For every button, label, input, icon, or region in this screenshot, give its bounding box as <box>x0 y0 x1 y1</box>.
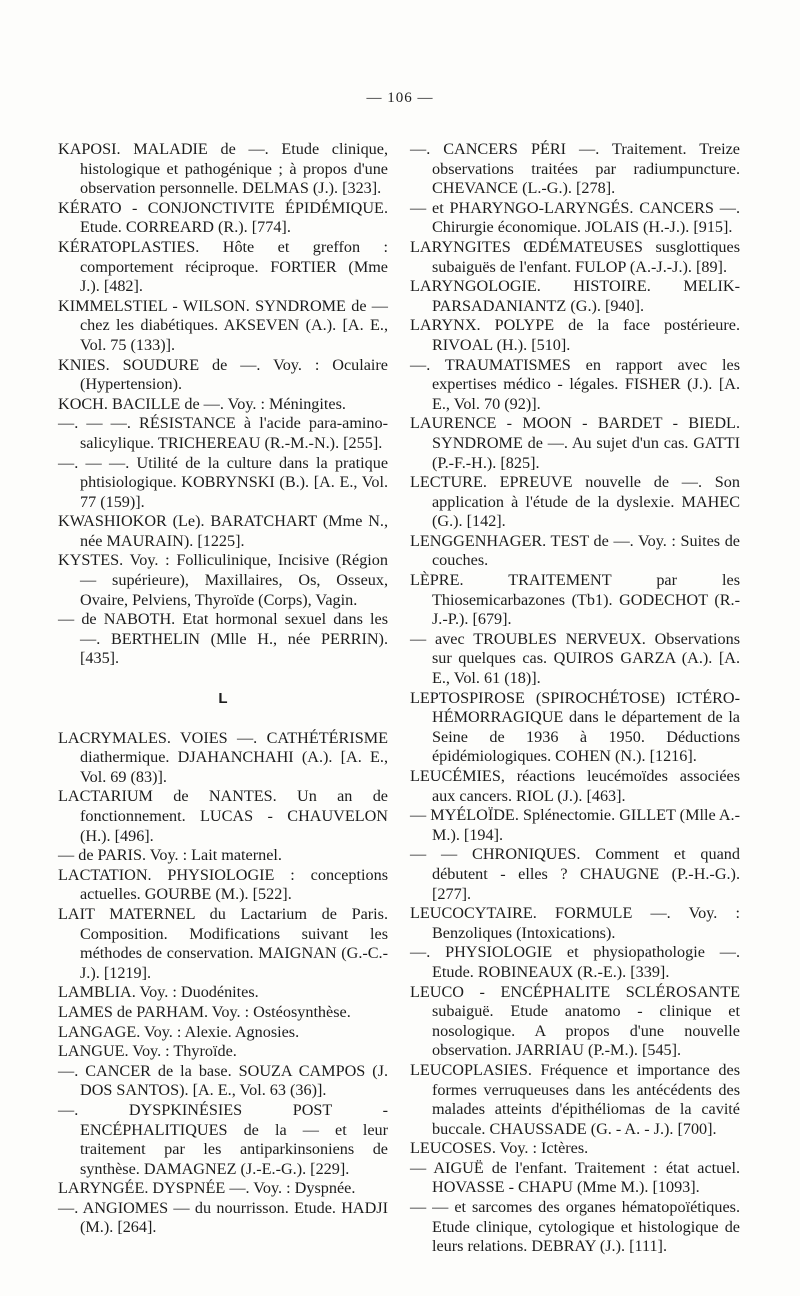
index-entry: LAURENCE - MOON - BARDET - BIEDL. SYNDROME de —. Au sujet d'un cas. GATTI (P.-F.-H.). [825]. <box>410 414 740 472</box>
index-entry: LACTATION. PHYSIOLOGIE : conceptions actuelles. GOURBE (M.). [522]. <box>58 865 388 904</box>
index-entry: — de NABOTH. Etat hormonal sexuel dans les —. BERTHELIN (Mlle H., née PERRIN). [435]. <box>58 610 388 668</box>
index-entry: LACTARIUM de NANTES. Un an de fonctionnement. LUCAS - CHAUVELON (H.). [496]. <box>58 787 388 845</box>
index-entry: LECTURE. EPREUVE nouvelle de —. Son application à l'étude de la dyslexie. MAHEC (G.). [142]. <box>410 473 740 531</box>
index-entry: LÈPRE. TRAITEMENT par les Thiosemicarbazones (Tb1). GODECHOT (R.-J.-P.). [679]. <box>410 571 740 629</box>
index-entry: — AIGUË de l'enfant. Traitement : état actuel. HOVASSE - CHAPU (Mme M.). [1093]. <box>410 1158 740 1197</box>
index-entry: —. ANGIOMES — du nourrisson. Etude. HADJI (M.). [264]. <box>58 1198 388 1237</box>
index-entry: LAMES de PARHAM. Voy. : Ostéosynthèse. <box>58 1002 351 1021</box>
index-entry: KNIES. SOUDURE de —. Voy. : Oculaire (Hypertension). <box>58 355 388 394</box>
index-entry: — et PHARYNGO-LARYNGÉS. CANCERS —. Chirurgie économique. JOLAIS (H.-J.). [915]. <box>410 198 740 237</box>
index-entry: LAIT MATERNEL du Lactarium de Paris. Composition. Modifications suivant les méthodes de conservation. MAIGNAN (G.-C.-J.). [1219]. <box>58 904 388 982</box>
index-entry: —. CANCER de la base. SOUZA CAMPOS (J. DOS SANTOS). [A. E., Vol. 63 (36)]. <box>58 1061 388 1100</box>
index-entry: KWASHIOKOR (Le). BARATCHART (Mme N., née MAURAIN). [1225]. <box>58 512 388 550</box>
index-entry: KÉRATO - CONJONCTIVITE ÉPIDÉMIQUE. Etude. CORREARD (R.). [774]. <box>58 198 388 237</box>
index-entry: — de PARIS. Voy. : Lait maternel. <box>58 846 282 865</box>
index-entry: LARYNX. POLYPE de la face postérieure. RIVOAL (H.). [510]. <box>410 316 740 354</box>
index-entry: KIMMELSTIEL - WILSON. SYNDROME de — chez les diabétiques. AKSEVEN (A.). [A. E., Vol. 75 (133)]. <box>58 296 388 354</box>
index-entry: — — CHRONIQUES. Comment et quand débutent - elles ? CHAUGNE (P.-H.-G.). [277]. <box>410 845 740 903</box>
index-entry: LENGGENHAGER. TEST de —. Voy. : Suites de couches. <box>410 531 740 570</box>
left-column <box>58 140 388 1238</box>
section-letter: L <box>218 690 228 708</box>
index-entry: KÉRATOPLASTIES. Hôte et greffon : comportement réciproque. FORTIER (Mme J.). [482]. <box>58 237 388 296</box>
index-entry: —. TRAUMATISMES en rapport avec les expertises médico - légales. FISHER (J.). [A. E., Vol. 70 (92)]. <box>410 355 740 413</box>
index-entry: LANGAGE. Voy. : Alexie. Agnosies. <box>58 1022 300 1041</box>
right-column <box>410 140 740 1257</box>
index-entry: LEUCOPLASIES. Fréquence et importance des formes verruqueuses dans les antécédents des malades atteints d'épithéliomas de la cavité buccale. CHAUSSADE (G. - A. - J.). [700]. <box>410 1060 740 1138</box>
index-entry: LEUCÉMIES, réactions leucémoïdes associées aux cancers. RIOL (J.). [463]. <box>410 767 740 805</box>
index-entry: LANGUE. Voy. : Thyroïde. <box>58 1042 237 1061</box>
index-entry: LARYNGITES ŒDÉMATEUSES susglottiques subaiguës de l'enfant. FULOP (A.-J.-J.). [89]. <box>410 237 740 276</box>
index-entry: LAMBLIA. Voy. : Duodénites. <box>58 983 259 1002</box>
index-entry: —. PHYSIOLOGIE et physiopathologie —. Etude. ROBINEAUX (R.-E.). [339]. <box>410 943 740 981</box>
index-entry: — MYÉLOÏDE. Splénectomie. GILLET (Mlle A.-M.). [194]. <box>410 806 740 844</box>
index-entry: LEPTOSPIROSE (SPIROCHÉTOSE) ICTÉRO-HÉMORRAGIQUE dans le département de la Seine de 1936 à 1950. Déductions épidémiologiques. COHEN (N.). [1216]. <box>410 688 740 766</box>
index-entry: LACRYMALES. VOIES —. CATHÉTÉRISME diathermique. DJAHANCHAHI (A.). [A. E., Vol. 69 (83)]. <box>58 728 388 786</box>
index-entry: —. DYSPKINÉSIES POST - ENCÉPHALITIQUES de la — et leur traitement par les antiparkinsoniens de synthèse. DAMAGNEZ (J.-E.-G.). [229]. <box>58 1100 388 1178</box>
index-entry: — — et sarcomes des organes hématopoïétiques. Etude clinique, cytologique et histologique de leurs relations. DEBRAY (J.). [111]. <box>410 1198 740 1256</box>
index-entry: —. — —. RÉSISTANCE à l'acide para-amino-salicylique. TRICHEREAU (R.-M.-N.). [255]. <box>58 414 388 452</box>
index-entry: KOCH. BACILLE de —. Voy. : Méningites. <box>58 394 346 413</box>
index-entry: LEUCOCYTAIRE. FORMULE —. Voy. : Benzoliques (Intoxications). <box>410 904 740 942</box>
page-number: — 106 — <box>366 90 434 106</box>
index-entry: LEUCO - ENCÉPHALITE SCLÉROSANTE subaiguë. Etude anatomo - clinique et nosologique. A propos d'une nouvelle observation. JARRIAU (P.-M.). [545]. <box>410 982 740 1060</box>
index-entry: — avec TROUBLES NERVEUX. Observations sur quelques cas. QUIROS GARZA (A.). [A. E., Vol. 61 (18)]. <box>410 629 740 688</box>
index-entry: LARYNGÉE. DYSPNÉE —. Voy. : Dyspnée. <box>58 1179 356 1198</box>
index-entry: LARYNGOLOGIE. HISTOIRE. MELIK-PARSADANIANTZ (G.). [940]. <box>410 277 740 315</box>
index-entry: —. CANCERS PÉRI —. Traitement. Treize observations traitées par radiumpuncture. CHEVANCE (L.-G.). [278]. <box>410 140 740 198</box>
index-entry: LEUCOSES. Voy. : Ictères. <box>410 1139 589 1158</box>
index-entry: KAPOSI. MALADIE de —. Etude clinique, histologique et pathogénique ; à propos d'une observation personnelle. DELMAS (J.). [323]. <box>58 140 388 198</box>
index-entry: KYSTES. Voy. : Folliculinique, Incisive (Région — supérieure), Maxillaires, Os, Osseux, Ovaire, Pelviens, Thyroïde (Corps), Vagin. <box>58 551 388 609</box>
index-entry: —. — —. Utilité de la culture dans la pratique phtisiologique. KOBRYNSKI (B.). [A. E., Vol. 77 (159)]. <box>58 453 388 511</box>
